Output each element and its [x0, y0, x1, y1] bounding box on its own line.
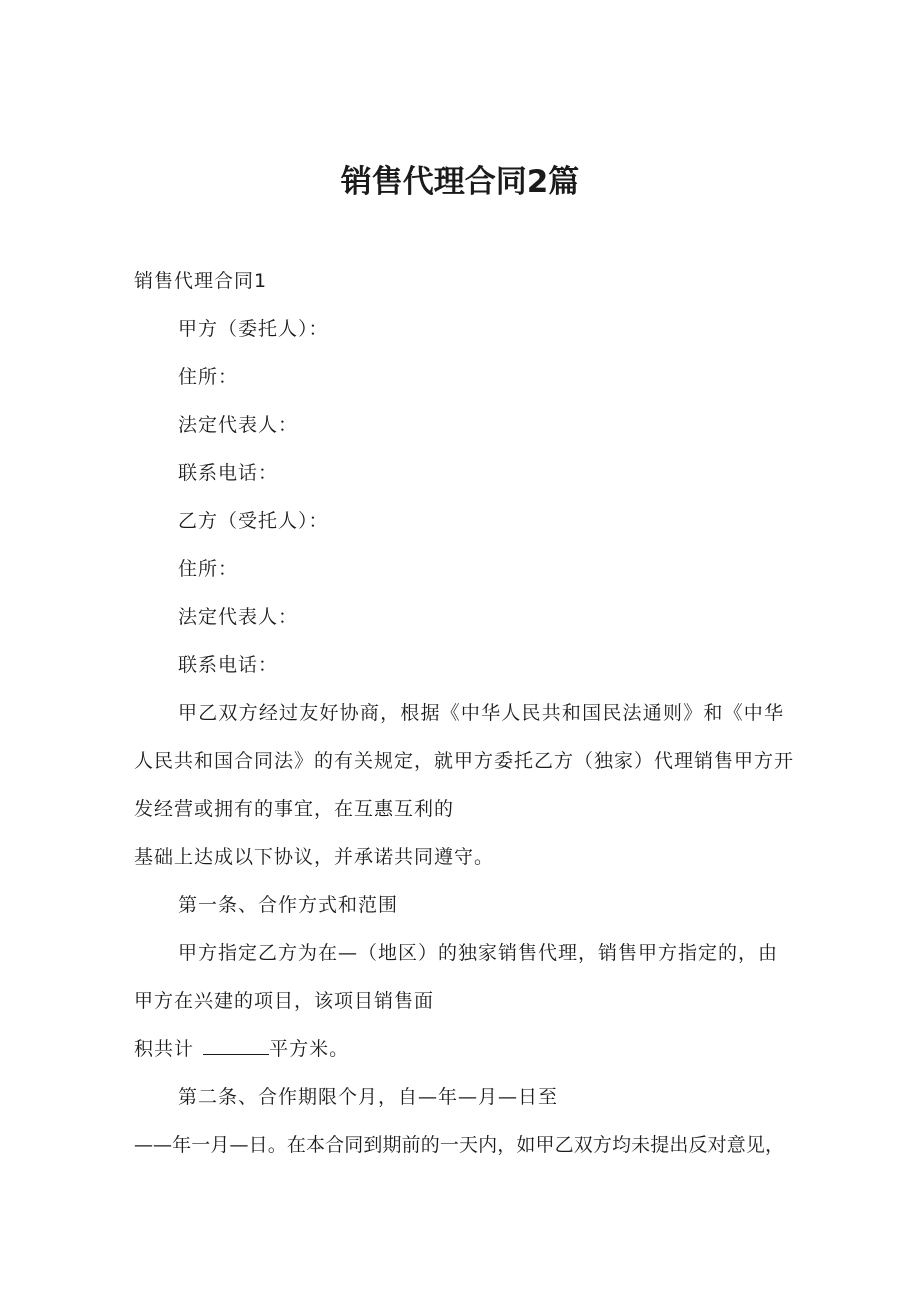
article-1-heading: 第一条、合作方式和范围 [178, 894, 399, 916]
party-b-heading: 乙方（受托人）： [178, 510, 329, 532]
document-title: 销售代理合同2篇 [340, 164, 580, 200]
article-2-line-2: ——年一月—日。在本合同到期前的一天内，如甲乙双方均未提出反对意见， [134, 1134, 784, 1156]
area-suffix: 平方米。 [269, 1038, 350, 1060]
area-prefix: 积共计 [134, 1038, 195, 1060]
party-a-address-label: 住所： [178, 366, 239, 388]
article-1-line-2: 甲方在兴建的项目，该项目销售面 [134, 990, 435, 1012]
party-b-address-label: 住所： [178, 558, 239, 580]
area-blank-field [203, 1036, 269, 1055]
article-2-line-1: 第二条、合作期限个月，自—年—月—日至 [178, 1086, 559, 1108]
article-1-line-3 [134, 1036, 349, 1062]
party-a-phone-label: 联系电话： [178, 462, 279, 484]
intro-paragraph-line-1: 甲乙双方经过友好协商，根据《中华人民共和国民法通则》和《中华 [178, 702, 784, 724]
contract-subtitle: 销售代理合同1 [134, 270, 268, 292]
intro-paragraph-line-2: 人民共和国合同法》的有关规定，就甲方委托乙方（独家）代理销售甲方开 [134, 750, 795, 772]
party-a-rep-label: 法定代表人： [178, 414, 299, 436]
intro-paragraph-line-3: 发经营或拥有的事宜，在互惠互利的 [134, 798, 455, 820]
article-1-line-1: 甲方指定乙方为在—（地区）的独家销售代理，销售甲方指定的，由 [178, 942, 779, 964]
party-a-heading: 甲方（委托人）： [178, 318, 329, 340]
party-b-phone-label: 联系电话： [178, 654, 279, 676]
party-b-rep-label: 法定代表人： [178, 606, 299, 628]
intro-paragraph-line-4: 基础上达成以下协议，并承诺共同遵守。 [134, 846, 495, 868]
